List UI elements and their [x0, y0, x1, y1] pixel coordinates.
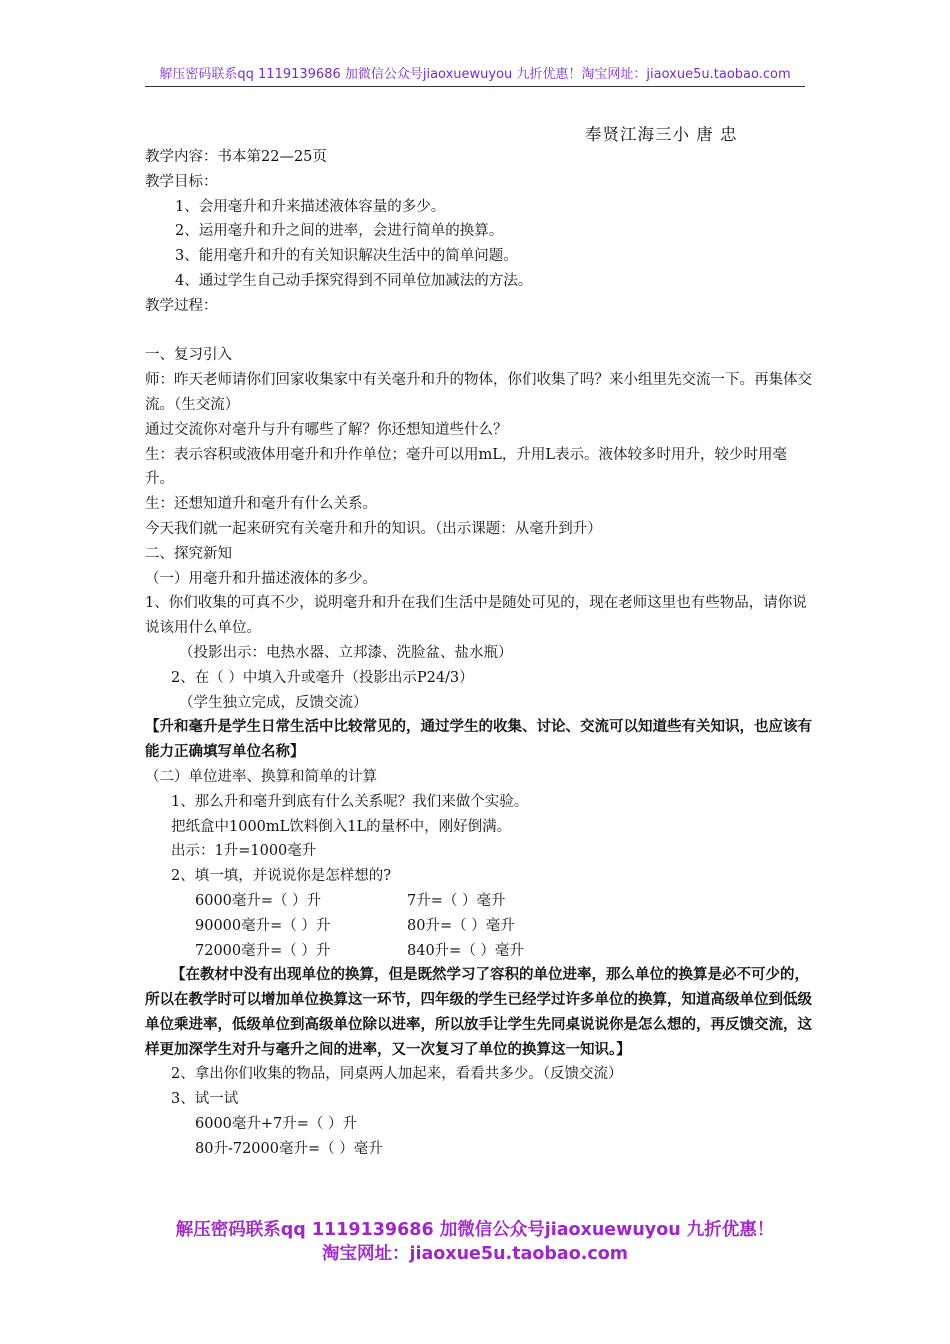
spacer [145, 319, 813, 344]
paragraph: 2、填一填，并说说你是怎样想的? [171, 868, 391, 885]
goal-1: 1、会用毫升和升来描述液体容量的多少。 [175, 198, 446, 215]
paragraph: 今天我们就一起来研究有关毫升和升的知识。（出示课题：从毫升到升） [145, 520, 602, 537]
subsection-2-heading: （二）单位进率、换算和简单的计算 [145, 768, 377, 785]
teaching-goals-heading: 教学目标： [145, 173, 218, 190]
exercise: 80升=（ ）毫升 [407, 917, 515, 934]
page-header-watermark: 解压密码联系qq 1119139686 加微信公众号jiaoxuewuyou 九折优惠！淘宝网址：jiaoxue5u.taobao.com [145, 66, 805, 87]
paragraph: 师：昨天老师请你们回家收集家中有关毫升和升的物体，你们收集了吗？来小组里先交流一下。再集体交流。（生交流） [145, 372, 812, 413]
exercise: 840升=（ ）毫升 [407, 942, 524, 959]
page-footer-watermark [0, 1218, 950, 1266]
footer-line-1: 解压密码联系qq 1119139686 加微信公众号jiaoxuewuyou 九折优惠！ [175, 1220, 775, 1240]
exercise-row [145, 939, 813, 964]
paragraph: 生：表示容积或液体用毫升和升作单位；毫升可以用mL，升用L表示。液体较多时用升，较少时用毫升。 [145, 446, 788, 488]
paragraph: 通过交流你对毫升与升有哪些了解？你还想知道些什么？ [145, 421, 508, 438]
goal-4: 4、通过学生自己动手探究得到不同单位加减法的方法。 [175, 272, 533, 289]
paragraph: 生：还想知道升和毫升有什么关系。 [145, 496, 377, 513]
paragraph: 把纸盒中1000mL饮料倒入1L的量杯中，刚好倒满。 [171, 818, 512, 835]
paragraph: 1、那么升和毫升到底有什么关系呢？我们来做个实验。 [171, 793, 529, 810]
exercise: 72000毫升=（ ）升 [195, 942, 331, 959]
paragraph: 2、在（ ）中填入升或毫升（投影出示P24/3） [171, 669, 474, 686]
paragraph: （学生独立完成，反馈交流） [179, 694, 368, 711]
bold-note: 【升和毫升是学生日常生活中比较常见的，通过学生的收集、讨论、交流可以知道些有关知识，也应该有能力正确填写单位名称】 [145, 719, 812, 761]
section-2-heading: 二、探究新知 [145, 545, 232, 562]
lesson-plan-body [145, 145, 813, 1162]
author-line: 奉贤江海三小 唐 忠 [585, 125, 738, 144]
subsection-1-heading: （一）用毫升和升描述液体的多少。 [145, 570, 377, 587]
goal-2: 2、运用毫升和升之间的进率，会进行简单的换算。 [175, 223, 504, 240]
paragraph: 出示：1升=1000毫升 [171, 843, 317, 860]
teaching-content: 教学内容：书本第22—25页 [145, 149, 327, 165]
exercise: 7升=（ ）毫升 [407, 892, 506, 909]
exercise-row [145, 914, 813, 939]
paragraph: 1、你们收集的可真不少，说明毫升和升在我们生活中是随处可见的，现在老师这里也有些物品，请你说说该用什么单位。 [145, 595, 807, 637]
exercise: 6000毫升=（ ）升 [195, 892, 322, 909]
paragraph: （投影出示：电热水器、立邦漆、洗脸盆、盐水瓶） [179, 644, 513, 661]
paragraph: 2、拿出你们收集的物品，同桌两人加起来，看看共多少。（反馈交流） [171, 1066, 623, 1083]
goal-3: 3、能用毫升和升的有关知识解决生活中的简单问题。 [175, 248, 518, 265]
exercise: 6000毫升+7升=（ ）升 [195, 1116, 358, 1133]
bold-note: 【在教材中没有出现单位的换算，但是既然学习了容积的单位进率，那么单位的换算是必不可少的，所以在教学时可以增加单位换算这一环节，四年级的学生已经学过许多单位的换算，知道高级单位到低级单位乘进率，低级单位到高级单位除以进率，所以放手让学生先同桌说说你是怎么想的，再反馈交流，这样更加深学生对升与毫升之间的进率，又一次复习了单位的换算这一知识。】 [145, 967, 812, 1058]
paragraph: 3、试一试 [171, 1091, 239, 1108]
exercise-row [145, 889, 813, 914]
footer-line-2: 淘宝网址：jiaoxue5u.taobao.com [321, 1244, 629, 1264]
exercise: 90000毫升=（ ）升 [195, 917, 331, 934]
teaching-process-heading: 教学过程： [145, 297, 218, 314]
section-1-heading: 一、复习引入 [145, 347, 232, 364]
exercise: 80升-72000毫升=（ ）毫升 [195, 1140, 383, 1157]
